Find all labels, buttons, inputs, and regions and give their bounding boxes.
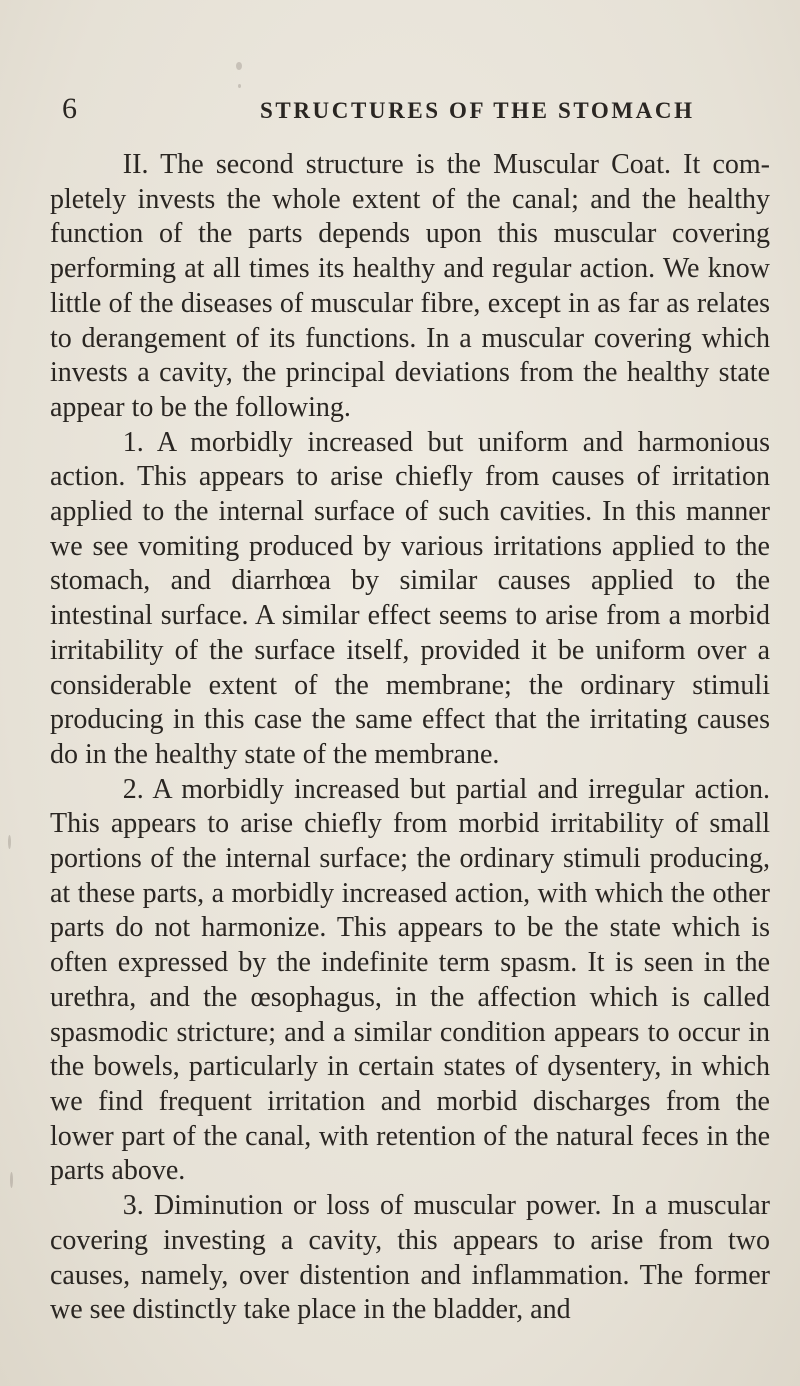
ink-spot: [10, 1172, 13, 1188]
ink-spot: [236, 62, 242, 70]
paragraph-irregular-action: 2. A morbidly increased but partial and irregular action. This appears to arise chiefly from morbid irritability of small portions of the internal surface; the ordinary stimuli producing, at these parts, a morbidly increased action, with which the other parts do not harmonize. This appears to be the state which is often expressed by the indefinite term spasm. It is seen in the urethra, and the œsophagus, in the affection which is called spasmodic stricture; and a similar condition appears to occur in the bowels, particularly in certain states of dysentery, in which we find frequent irritation and morbid discharges from the lower part of the canal, with retention of the natural feces in the parts above.: [50, 773, 770, 1187]
page-number: 6: [62, 92, 77, 125]
body-text: [50, 148, 770, 1328]
paragraph-muscular-coat: II. The second structure is the Muscular Coat. It completely invests the whole extent of the canal; and the healthy function of the parts depends upon this muscular covering performing at all times its healthy and regular action. We know little of the diseases of muscular fibre, except in as far as relates to derangement of its functions. In a muscular covering which invests a cavity, the principal deviations from the healthy state appear to be the following.: [50, 149, 770, 423]
running-head-title: STRUCTURES OF THE STOMACH: [260, 98, 695, 123]
paragraph-uniform-action: 1. A morbidly increased but uniform and harmonious action. This appears to arise chiefly from causes of irritation applied to the internal surface of such cavities. In this manner we see vomiting produced by various irritations applied to the stomach, and diarrhœa by similar causes applied to the intestinal surface. A similar effect seems to arise from a morbid irritability of the surface itself, provided it be uniform over a considerable extent of the membrane; the ordinary stimuli producing in this case the same effect that the irritating causes do in the healthy state of the membrane.: [50, 426, 770, 770]
running-head: [62, 92, 762, 128]
ink-spot: [238, 84, 241, 88]
ink-spot: [8, 835, 11, 849]
paragraph-loss-of-power: 3. Diminution or loss of muscular power. In a muscular covering investing a cavity, this appears to arise from two causes, namely, over distention and inflammation. The former we see distinctly take place in the bladder, and: [50, 1190, 770, 1326]
